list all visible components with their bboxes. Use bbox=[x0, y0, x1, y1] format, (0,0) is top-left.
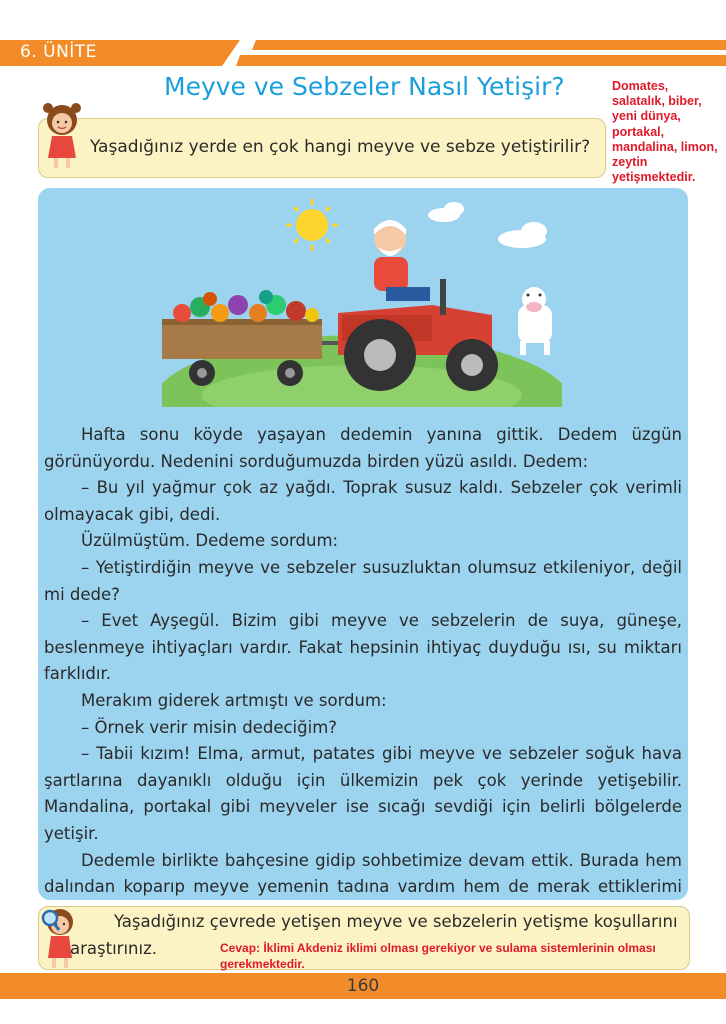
question-top-text: Yaşadığınız yerde en çok hangi meyve ve sebze yetiştirilir? bbox=[90, 137, 591, 157]
page-number: 160 bbox=[346, 976, 380, 996]
story-paragraph: – Yetiştirdiğin meyve ve sebzeler susuzluktan olumsuz etkileniyor, değil mi dede? bbox=[44, 557, 682, 604]
cloud-icon bbox=[428, 202, 547, 248]
header-band-bottom bbox=[236, 55, 726, 66]
story-paragraph: Üzülmüştüm. Dedeme sordum: bbox=[81, 531, 339, 551]
farmer bbox=[374, 220, 430, 301]
unit-label: 6. ÜNİTE bbox=[20, 42, 97, 62]
answer-line: salatalık, biber, bbox=[612, 94, 702, 109]
answer-line: Domates, bbox=[612, 79, 669, 93]
handwritten-answer-top bbox=[612, 79, 726, 185]
story-paragraph: Merakım giderek artmıştı ve sordum: bbox=[81, 690, 387, 710]
answer-line: yeni dünya, bbox=[612, 109, 681, 124]
answer-line: mandalina, limon, bbox=[612, 139, 718, 154]
header-band-top bbox=[252, 40, 726, 50]
girl-character-icon bbox=[40, 100, 84, 172]
story-text bbox=[44, 422, 682, 927]
page-title: Meyve ve Sebzeler Nasıl Yetişir? bbox=[164, 72, 565, 101]
sun-icon bbox=[286, 199, 338, 251]
story-paragraph: Dedemle birlikte bahçesine gidip sohbetimize devam ettik. Burada hem dalından koparıp meyve yemenin tadına vardım hem de merak ettiklerimi bbox=[44, 850, 682, 897]
farmer-tractor-illustration bbox=[162, 195, 562, 407]
story-paragraph: – Örnek verir misin dedeciğim? bbox=[81, 717, 338, 737]
story-paragraph: Hafta sonu köyde yaşayan dedemin yanına gittik. Dedem üzgün görünüyordu. Nedenini sorduğumuzda birden yüzü asıldı. Dedem: bbox=[44, 425, 682, 471]
answer-line: portakal, bbox=[612, 124, 665, 139]
story-paragraph: – Bu yıl yağmur çok az yağdı. Toprak susuz kaldı. Sebzeler çok verimli olmayacak gibi, dedi. bbox=[44, 478, 682, 524]
story-paragraph: – Tabii kızım! Elma, armut, patates gibi meyve ve sebzeler soğuk hava şartlarına dayanıklı olduğu için ülkemizin pek çok yerinde yetişebilir. Mandalina, portakal gibi meyveler ise sıcağı sevdiği için belirli bölgelerde yetişir. bbox=[44, 744, 682, 843]
answer-line: yetişmektedir. bbox=[612, 170, 696, 185]
handwritten-answer-bottom: Cevap: İklimi Akdeniz iklimi olması gerekiyor ve sulama sistemlerinin olması gerekmektedir. bbox=[220, 941, 656, 971]
cow-icon bbox=[518, 287, 552, 355]
question-bottom-text: Yaşadığınız çevrede yetişen meyve ve sebzelerin yetişme koşullarını araştırınız. bbox=[70, 912, 678, 958]
story-paragraph: – Evet Ayşegül. Bizim gibi meyve ve sebzelerin de suya, güneşe, beslenmeye ihtiyaçları vardır. Fakat hepsinin ihtiyaç duyduğu ısı, su miktarı farklıdır. bbox=[44, 611, 682, 684]
answer-line: zeytin bbox=[612, 155, 648, 170]
